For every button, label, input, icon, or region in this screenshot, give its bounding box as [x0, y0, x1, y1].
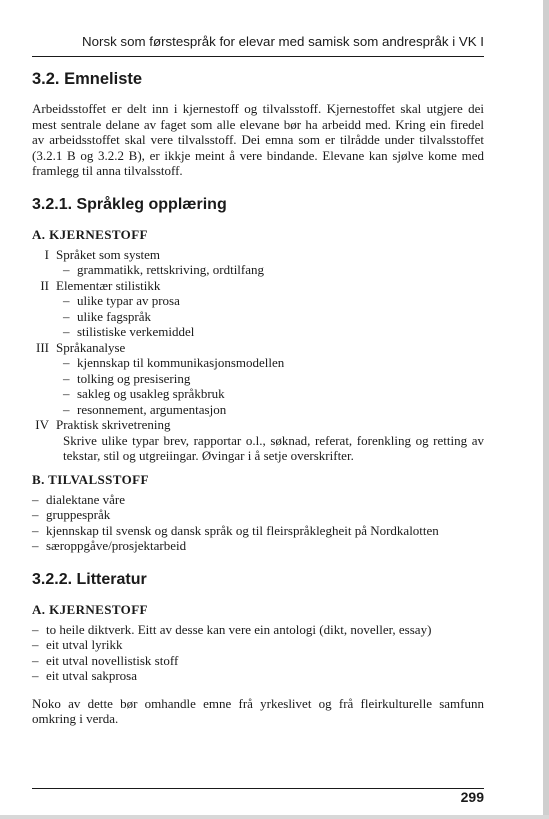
- dash-marker: –: [63, 324, 70, 339]
- litteratur-item: [32, 668, 484, 684]
- tilvalsstoff-item-text: kjennskap til svensk og dansk språk og til fleirspråklegheit på Nordkalotten: [46, 522, 439, 538]
- tilvalsstoff-item: [32, 523, 484, 539]
- roman-numeral: III: [36, 339, 49, 355]
- group-items: [63, 355, 484, 417]
- group-item: [63, 262, 484, 278]
- litteratur-item-text: to heile diktverk. Eitt av desse kan vere ein antologi (dikt, noveller, essay): [46, 621, 432, 637]
- kjernestoff-label: A. KJERNESTOFF: [32, 226, 148, 242]
- dash-marker: –: [32, 668, 39, 683]
- header-rule: [32, 56, 484, 57]
- group-label: Språkanalyse: [56, 339, 126, 355]
- group-item: [63, 324, 484, 340]
- page-content: [32, 64, 484, 727]
- dash-marker: –: [63, 262, 70, 277]
- group-items: [63, 293, 484, 340]
- dash-marker: –: [32, 652, 39, 668]
- page-edge-shadow: [543, 0, 549, 819]
- subsection-title-litteratur: 3.2.2. Litteratur: [32, 570, 147, 588]
- tilvalsstoff-label: B. TILVALSSTOFF: [32, 471, 149, 487]
- tilvalsstoff-item-text: gruppespråk: [46, 507, 111, 522]
- litteratur-item-text: eit utval lyrikk: [46, 637, 123, 652]
- kjernestoff-group-heading: [32, 247, 484, 263]
- group-item-text: ulike typar av prosa: [77, 293, 180, 308]
- litteratur-item: [32, 653, 484, 669]
- litteratur-item: [32, 637, 484, 653]
- tilvalsstoff-list: [32, 492, 484, 554]
- tilvalsstoff-item-text: dialektane våre: [46, 491, 126, 507]
- dash-marker: –: [63, 293, 70, 308]
- group-label: Språket som system: [56, 246, 160, 262]
- dash-marker: –: [63, 386, 70, 401]
- dash-marker: –: [32, 491, 39, 507]
- group-item-text: ulike fagspråk: [77, 308, 152, 324]
- kjernestoff-groups: [32, 247, 484, 464]
- litteratur-item-text: eit utval novellistisk stoff: [46, 652, 179, 668]
- tilvalsstoff-item: [32, 538, 484, 554]
- roman-numeral: II: [40, 277, 49, 293]
- closing-paragraph: Noko av dette bør omhandle emne frå yrkeslivet og frå fleirkulturelle samfunn omkring i verda.: [32, 695, 484, 726]
- roman-numeral: IV: [35, 417, 49, 432]
- group-description: Skrive ulike typar brev, rapportar o.l., søknad, referat, forenkling og retting av tekstar, stil og utgreiingar. Øvingar i å setje overskrifter.: [63, 432, 484, 463]
- tilvalsstoff-item: [32, 492, 484, 508]
- section-title: 3.2. Emneliste: [32, 70, 143, 88]
- kjernestoff-group-heading: [32, 340, 484, 356]
- group-item: [63, 371, 484, 387]
- kjernestoff-group-heading: [32, 417, 484, 433]
- subsection-title-sprakleg: 3.2.1. Språkleg opplæring: [32, 195, 227, 213]
- group-item-text: stilistiske verkemiddel: [77, 324, 195, 339]
- roman-numeral: I: [44, 246, 49, 262]
- group-items: [63, 262, 484, 278]
- page-bottom-shadow: [0, 815, 549, 819]
- group-item: [63, 355, 484, 371]
- dash-marker: –: [63, 370, 70, 386]
- page-number: 299: [460, 789, 484, 805]
- tilvalsstoff-item-text: særoppgåve/prosjektarbeid: [46, 538, 187, 553]
- tilvalsstoff-item: [32, 507, 484, 523]
- group-item-text: kjennskap til kommunikasjonsmodellen: [77, 355, 285, 370]
- dash-marker: –: [32, 538, 39, 553]
- dash-marker: –: [32, 522, 39, 538]
- litteratur-item-text: eit utval sakprosa: [46, 668, 137, 683]
- group-item-text: tolking og presisering: [77, 370, 191, 386]
- dash-marker: –: [63, 308, 70, 324]
- dash-marker: –: [32, 637, 39, 652]
- litteratur-kjernestoff-label: A. KJERNESTOFF: [32, 601, 148, 617]
- group-item: [63, 293, 484, 309]
- dash-marker: –: [32, 621, 39, 637]
- dash-marker: –: [63, 401, 70, 417]
- kjernestoff-group-heading: [32, 278, 484, 294]
- group-item: [63, 402, 484, 418]
- group-item-text: resonnement, argumentasjon: [77, 401, 227, 417]
- group-item: [63, 309, 484, 325]
- running-header: Norsk som førstespråk for elevar med samisk som andrespråk i VK I: [82, 34, 484, 49]
- group-label: Elementær stilistikk: [56, 277, 161, 293]
- group-item-text: sakleg og usakleg språkbruk: [77, 386, 225, 401]
- dash-marker: –: [63, 355, 70, 370]
- group-item-text: grammatikk, rettskriving, ordtilfang: [77, 262, 265, 277]
- group-item: [63, 386, 484, 402]
- group-label: Praktisk skrivetrening: [56, 417, 171, 432]
- intro-paragraph: Arbeidsstoffet er delt inn i kjernestoff og tilvalsstoff. Kjernestoffet skal utgjere dei mest sentrale delane av faget som alle elevane bør ha arbeidd med. Kring ein firedel av arbeidsstoffet skal vere tilvalsstoff. Dei emna som er tilrådde under tilvalsstoffet (3.2.1 B og 3.2.2 B), er ikkje meint å vere bindande. Elevane kan sjølve kome med framlegg til anna tilvalsstoff.: [32, 101, 484, 178]
- litteratur-kjernestoff-list: [32, 622, 484, 684]
- dash-marker: –: [32, 507, 39, 522]
- litteratur-item: [32, 622, 484, 638]
